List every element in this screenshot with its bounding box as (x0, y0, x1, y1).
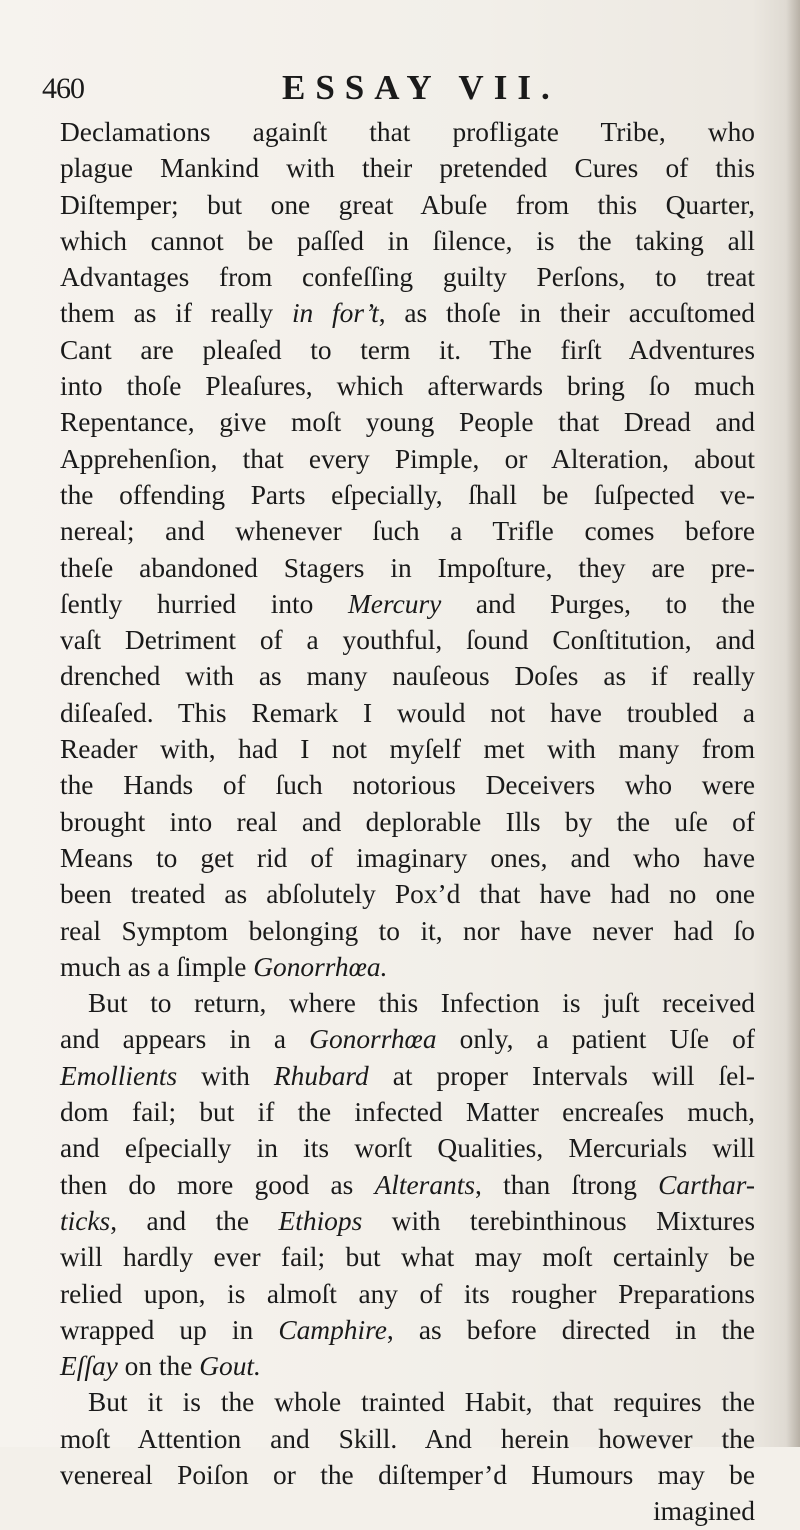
text-line: them as if really in for’t, as thoſe in their accuſtomed (60, 298, 755, 329)
text-line: been treated as abſolutely Pox’d that have had no one (60, 879, 755, 910)
text-line: relied upon, is almoſt any of its rougher Preparations (60, 1278, 755, 1309)
text-line: will hardly ever fail; but what may moſt certainly be (60, 1242, 755, 1273)
page-number: 460 (42, 72, 84, 105)
text-line: Emollients with Rhubard at proper Intervals will ſel- (60, 1060, 755, 1091)
text-line: theſe abandoned Stagers in Impoſture, they are pre- (60, 552, 755, 583)
text-line: into thoſe Pleaſures, which afterwards bring ſo much (60, 371, 755, 402)
text-line: But it is the whole trainted Habit, that requires the (88, 1387, 755, 1418)
text-line: brought into real and deplorable Ills by the uſe of (60, 806, 755, 837)
text-line: wrapped up in Camphire, as before directed in the (60, 1314, 755, 1345)
text-line: Repentance, give moſt young People that Dread and (60, 407, 755, 438)
text-line: and appears in a Gonorrhœa only, a patient Uſe of (60, 1024, 755, 1055)
running-head: ESSAY VII. (282, 68, 560, 107)
catchword: imagined (653, 1496, 755, 1527)
text-line: and eſpecially in its worſt Qualities, Mercurials will (60, 1133, 755, 1164)
text-line: nereal; and whenever ſuch a Trifle comes before (60, 516, 755, 547)
body-text (60, 114, 755, 1530)
text-line: drenched with as many nauſeous Doſes as if really (60, 661, 755, 692)
text-line: which cannot be paſſed in ſilence, is the taking all (60, 225, 755, 256)
page-header (42, 66, 742, 110)
text-line: Apprehenſion, that every Pimple, or Alteration, about (60, 443, 755, 474)
text-line: Diſtemper; but one great Abuſe from this Quarter, (60, 189, 755, 220)
text-line: the Hands of ſuch notorious Deceivers who were (60, 770, 755, 801)
text-line: the offending Parts eſpecially, ſhall be ſuſpected ve- (60, 479, 755, 510)
text-line: Declamations againſt that profligate Tribe, who (60, 117, 755, 147)
text-line: dom fail; but if the infected Matter encreaſes much, (60, 1097, 755, 1128)
text-line: But to return, where this Infection is juſt received (88, 988, 755, 1019)
text-line: venereal Poiſon or the diſtemper’d Humours may be (60, 1459, 755, 1490)
text-line: ſently hurried into Mercury and Purges, to the (60, 588, 755, 619)
text-line: Means to get rid of imaginary ones, and who have (60, 842, 755, 873)
text-line: Eſſay on the Gout. (60, 1351, 261, 1382)
text-line: Advantages from confeſſing guilty Perſons, to treat (60, 262, 755, 293)
text-line: real Symptom belonging to it, nor have never had ſo (60, 915, 755, 946)
text-line: Cant are pleaſed to term it. The firſt Adventures (60, 334, 755, 365)
text-line: vaſt Detriment of a youthful, ſound Conſtitution, and (60, 625, 755, 656)
text-line: diſeaſed. This Remark I would not have troubled a (60, 697, 755, 728)
text-line: much as a ſimple Gonorrhœa. (60, 951, 388, 982)
text-line: then do more good as Alterants, than ſtrong Carthar- (60, 1169, 755, 1200)
text-line: ticks, and the Ethiops with terebinthinous Mixtures (60, 1205, 755, 1236)
text-line: Reader with, had I not myſelf met with many from (60, 734, 755, 765)
page-edge-shadow (786, 0, 800, 1447)
text-line: moſt Attention and Skill. And herein however the (60, 1423, 755, 1454)
text-line: plague Mankind with their pretended Cures of this (60, 153, 755, 184)
